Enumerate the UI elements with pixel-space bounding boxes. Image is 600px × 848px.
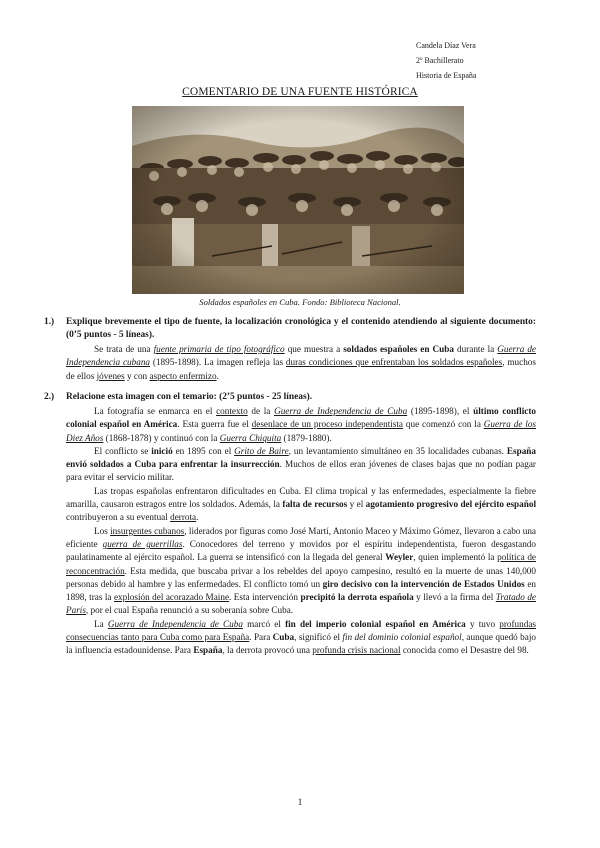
document-header (416, 38, 526, 83)
page-title: COMENTARIO DE UNA FUENTE HISTÓRICA (182, 86, 418, 98)
question-2-text: Relacione esta imagen con el temario: (2’5 puntos - 25 líneas). (66, 392, 313, 402)
author-name: Candela Díaz Vera (416, 41, 476, 50)
soldiers-photo-illustration (132, 106, 464, 294)
question-1-text: Explique brevemente el tipo de fuente, la localización cronológica y el contenido atendiendo al siguiente documento: (0’5 puntos - 5 líneas). (66, 317, 536, 341)
answer-2-paragraph-3: Las tropas españolas enfrentaron dificultades en Cuba. El clima tropical y las enfermedades, especialmente la fiebre amarilla, causaron estragos entre los soldados. Además, la falta de recursos y el agotamiento progresivo del ejército español contribuyeron a su eventual derrota. (66, 485, 536, 523)
page-number: 1 (297, 798, 303, 808)
answer-1 (66, 343, 536, 383)
question-1-number: 1.) (44, 317, 55, 327)
historical-photograph (132, 106, 464, 294)
question-1 (44, 316, 536, 343)
question-2 (44, 391, 536, 404)
answer-2-paragraph-1: La fotografía se enmarca en el contexto de la Guerra de Independencia de Cuba (1895-1898), el último conflicto colonial español en América. Esta guerra fue el desenlace de un proceso independentista que comenzó con la Guerra de los Diez Años (1868-1878) y continuó con la Guerra Chiquita (1879-1880). (66, 406, 537, 443)
answer-2-paragraph-5: La Guerra de Independencia de Cuba marcó el fin del imperio colonial español en América y tuvo profundas consecuencias tanto para Cuba como para España. Para Cuba, significó el fin del dominio colonial español, aunque quedó bajo la influencia estadounidense. Para España, la derrota provocó una profunda crisis nacional conocida como el Desastre del 98. (66, 618, 536, 656)
answer-2 (66, 405, 536, 658)
question-2-number: 2.) (44, 392, 55, 402)
figure-caption: Soldados españoles en Cuba. Fondo: Biblioteca Nacional. (199, 297, 401, 307)
answer-2-paragraph-2: El conflicto se inició en 1895 con el Grito de Baire, un levantamiento simultáneo en 35 localidades cubanas. España envió soldados a Cuba para enfrentar la insurrección. Muchos de ellos eran jóvenes de clases bajas que no podían pagar para evitar el servicio militar. (66, 445, 536, 483)
answer-1-paragraph: Se trata de una fuente primaria de tipo fotográfico que muestra a soldados españoles en Cuba durante la Guerra de Independencia cubana (1895-1898). La imagen refleja las duras condiciones que enfrentaban los soldados españoles, muchos de ellos jóvenes y con aspecto enfermizo. (66, 344, 537, 381)
answer-2-paragraph-4: Los insurgentes cubanos, liderados por figuras como José Martí, Antonio Maceo y Máximo Gómez, llevaron a cabo una eficiente guerra de guerrillas. Conocedores del terreno y movidos por el espíritu independentista, fueron desgastando paulatinamente al ejército español. La guerra se intensificó con la llegada del general Weyler, quien implementó la política de reconcentración. Esta medida, que buscaba privar a los rebeldes del apoyo campesino, resultó en la muerte de unas 140,000 personas debido al hambre y las enfermedades. El conflicto tomó un giro decisivo con la intervención de Estados Unidos en 1898, tras la explosión del acorazado Maine. Esta intervención precipitó la derrota española y llevó a la firma del Tratado de París, por el cual España renunció a su soberanía sobre Cuba. (66, 525, 537, 616)
subject-label: Historia de España (416, 71, 477, 80)
course-label: 2º Bachillerato (416, 56, 464, 65)
